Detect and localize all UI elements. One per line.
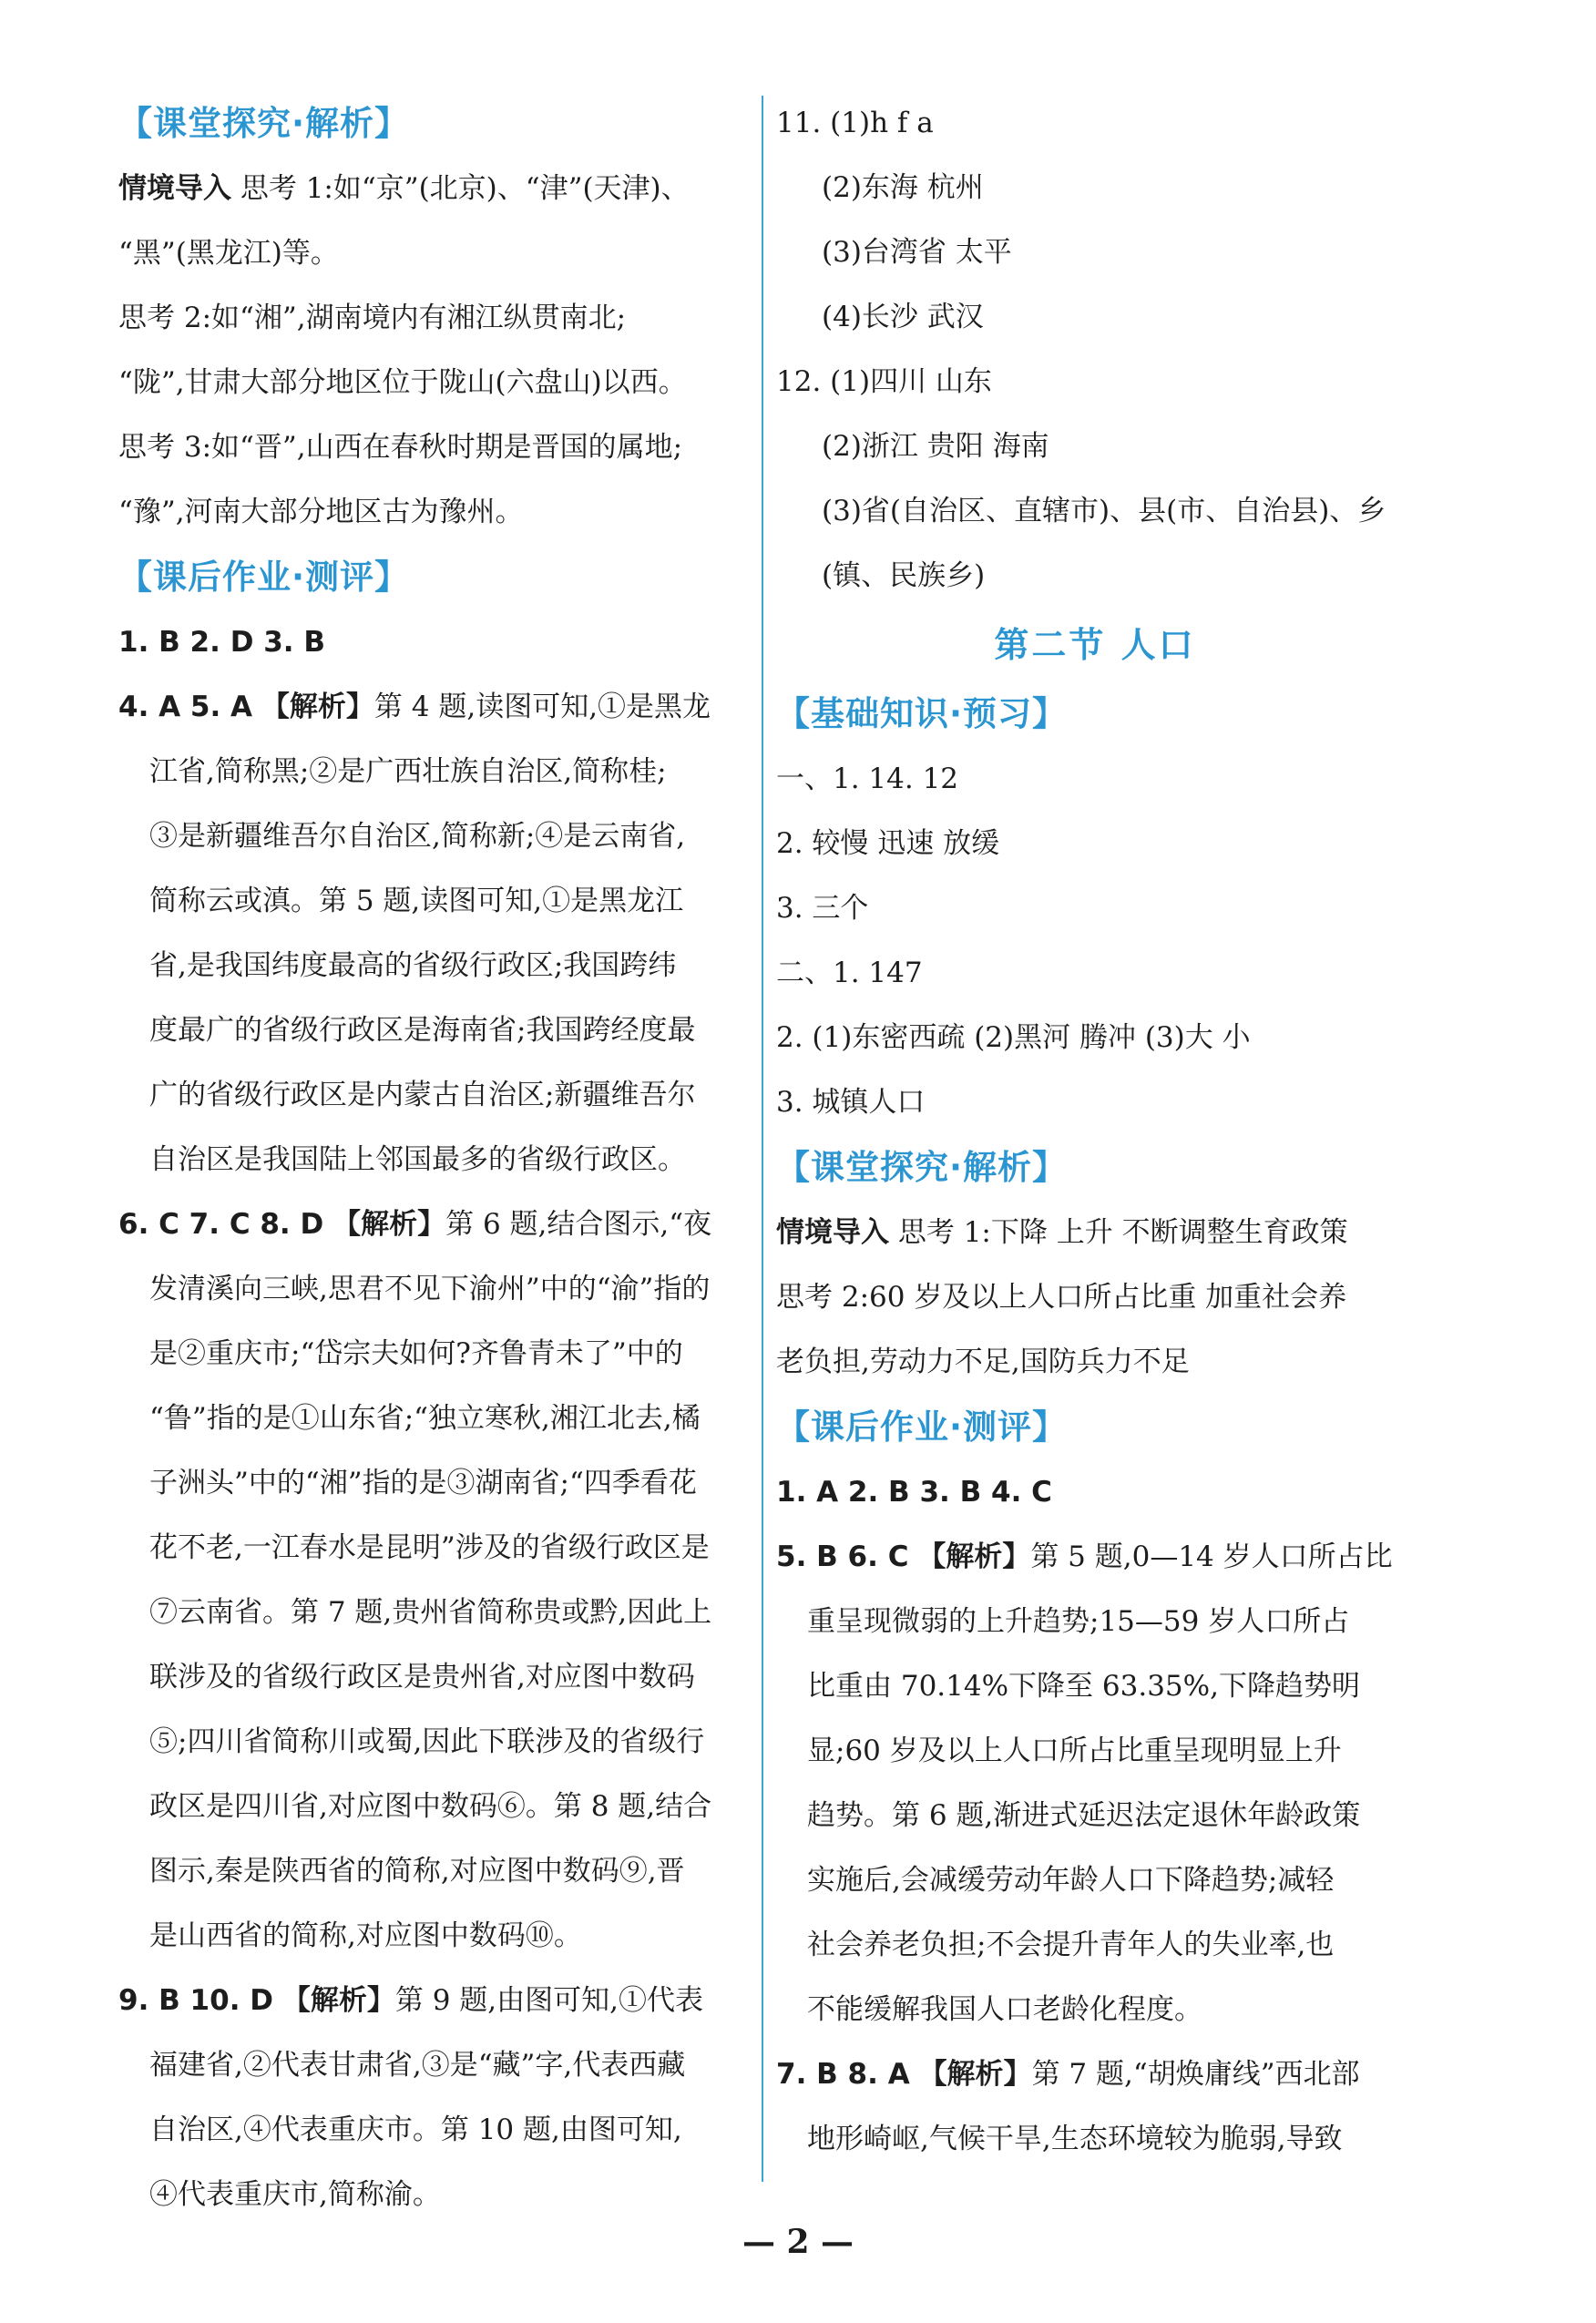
answer-line: (3)台湾省 太平 — [822, 236, 1012, 269]
text-line: 自治区,④代表重庆市。第 10 题,由图可知, — [149, 2113, 682, 2146]
answer-line: 2. 较慢 迅速 放缓 — [776, 827, 1000, 860]
text-line: 发清溪向三峡,思君不见下渝州”中的“渝”指的 — [149, 1273, 711, 1305]
answer-line: 7. B 8. A 【解析】第 7 题,“胡焕庸线”西北部 — [776, 2058, 1360, 2091]
text-line: “陇”,甘肃大部分地区位于陇山(六盘山)以西。 — [118, 366, 687, 399]
text-line: ③是新疆维吾尔自治区,简称新;④是云南省, — [149, 820, 686, 853]
left-column — [118, 91, 747, 2227]
section-heading: 【基础知识·预习】 — [776, 694, 1068, 733]
analysis-tag: 【解析】 — [281, 1984, 395, 2017]
answer-line: 5. B 6. C 【解析】第 5 题,0—14 岁人口所占比 — [776, 1540, 1393, 1573]
text-line: 花不老,一江春水是昆明”涉及的省级行政区是 — [149, 1531, 710, 1564]
text-line: 福建省,②代表甘肃省,③是“藏”字,代表西藏 — [149, 2049, 686, 2082]
answer-line: 1. B 2. D 3. B — [118, 626, 325, 659]
section-heading: 【课后作业·测评】 — [118, 558, 410, 597]
analysis-tag: 【解析】 — [261, 691, 374, 723]
section-heading: 【课堂探究·解析】 — [118, 104, 410, 143]
answer-line: 3. 城镇人口 — [776, 1086, 926, 1119]
text-line: 情境导入 思考 1:下降 上升 不断调整生育政策 — [776, 1216, 1348, 1249]
answer-line: 4. A 5. A 【解析】第 4 题,读图可知,①是黑龙 — [118, 691, 711, 723]
text-line: 显;60 岁及以上人口所占比重呈现明显上升 — [807, 1735, 1342, 1767]
text-line: 简称云或滇。第 5 题,读图可知,①是黑龙江 — [149, 885, 684, 917]
text-line: 地形崎岖,气候干旱,生态环境较为脆弱,导致 — [807, 2123, 1343, 2155]
text-line: 老负担,劳动力不足,国防兵力不足 — [776, 1346, 1190, 1378]
text-line: 重呈现微弱的上升趋势;15—59 岁人口所占 — [807, 1605, 1350, 1638]
text-line: ④代表重庆市,简称渝。 — [149, 2178, 441, 2211]
text-line: 是山西省的简称,对应图中数码⑩。 — [149, 1919, 582, 1952]
text-line: 趋势。第 6 题,渐进式延迟法定退休年龄政策 — [807, 1799, 1361, 1832]
answer-line: 3. 三个 — [776, 892, 869, 925]
label-bold: 情境导入 — [776, 1216, 889, 1249]
answer-line: (镇、民族乡) — [822, 559, 986, 592]
text-line: 子洲头”中的“湘”指的是③湖南省;“四季看花 — [149, 1467, 697, 1499]
text-line: 联涉及的省级行政区是贵州省,对应图中数码 — [149, 1661, 695, 1694]
analysis-tag: 【解析】 — [917, 1540, 1031, 1573]
text-line: 自治区是我国陆上邻国最多的省级行政区。 — [149, 1143, 686, 1176]
text-line: “黑”(黑龙江)等。 — [118, 237, 339, 270]
text-line: 度最广的省级行政区是海南省;我国跨经度最 — [149, 1014, 696, 1047]
column-divider — [762, 96, 763, 2182]
answer-line: 11. (1)h f a — [776, 107, 934, 139]
text-line: 政区是四川省,对应图中数码⑥。第 8 题,结合 — [149, 1790, 712, 1823]
text-line: 实施后,会减缓劳动年龄人口下降趋势;减轻 — [807, 1864, 1335, 1897]
text-line: “鲁”指的是①山东省;“独立寒秋,湘江北去,橘 — [149, 1402, 701, 1435]
text-line: 情境导入 思考 1:如“京”(北京)、“津”(天津)、 — [118, 172, 690, 205]
right-column — [776, 91, 1414, 2172]
answer-line: 1. A 2. B 3. B 4. C — [776, 1476, 1052, 1509]
text-line: 不能缓解我国人口老龄化程度。 — [807, 1993, 1202, 2026]
answer-line: (3)省(自治区、直辖市)、县(市、自治县)、乡 — [822, 495, 1386, 527]
text-line: 思考 3:如“晋”,山西在春秋时期是晋国的属地; — [118, 431, 683, 464]
text-line: “豫”,河南大部分地区古为豫州。 — [118, 496, 524, 528]
answer-line: 一、1. 14. 12 — [776, 762, 959, 795]
analysis-tag: 【解析】 — [918, 2058, 1032, 2091]
text-line: 思考 2:如“湘”,湖南境内有湘江纵贯南北; — [118, 302, 627, 334]
page-number: — 2 — — [742, 2223, 854, 2261]
text-line: 省,是我国纬度最高的省级行政区;我国跨纬 — [149, 949, 677, 982]
analysis-tag: 【解析】 — [332, 1208, 446, 1241]
text-line: ⑤;四川省简称川或蜀,因此下联涉及的省级行 — [149, 1725, 705, 1758]
section-heading: 【课堂探究·解析】 — [776, 1148, 1068, 1187]
answer-line: 12. (1)四川 山东 — [776, 365, 992, 398]
text-line: ⑦云南省。第 7 题,贵州省简称贵或黔,因此上 — [149, 1596, 712, 1629]
text-line: 广的省级行政区是内蒙古自治区;新疆维吾尔 — [149, 1079, 696, 1111]
answer-line: 二、1. 147 — [776, 957, 923, 989]
answer-line: (4)长沙 武汉 — [822, 301, 984, 333]
answer-line: 9. B 10. D 【解析】第 9 题,由图可知,①代表 — [118, 1984, 704, 2017]
text-line: 社会养老负担;不会提升青年人的失业率,也 — [807, 1929, 1335, 1961]
text-line: 图示,秦是陕西省的简称,对应图中数码⑨,晋 — [149, 1855, 685, 1888]
section-heading: 【课后作业·测评】 — [776, 1407, 1068, 1447]
chapter-title: 第二节 人口 — [994, 625, 1196, 665]
label-bold: 情境导入 — [118, 172, 231, 205]
answer-line: (2)东海 杭州 — [822, 171, 984, 204]
text-line: 是②重庆市;“岱宗夫如何?齐鲁青未了”中的 — [149, 1337, 683, 1370]
answer-line: 2. (1)东密西疏 (2)黑河 腾冲 (3)大 小 — [776, 1021, 1251, 1054]
text-line: 思考 2:60 岁及以上人口所占比重 加重社会养 — [776, 1281, 1347, 1314]
answer-line: (2)浙江 贵阳 海南 — [822, 430, 1049, 463]
text-line: 江省,简称黑;②是广西壮族自治区,简称桂; — [149, 755, 667, 788]
answer-line: 6. C 7. C 8. D 【解析】第 6 题,结合图示,“夜 — [118, 1208, 712, 1241]
text-line: 比重由 70.14%下降至 63.35%,下降趋势明 — [807, 1670, 1360, 1703]
